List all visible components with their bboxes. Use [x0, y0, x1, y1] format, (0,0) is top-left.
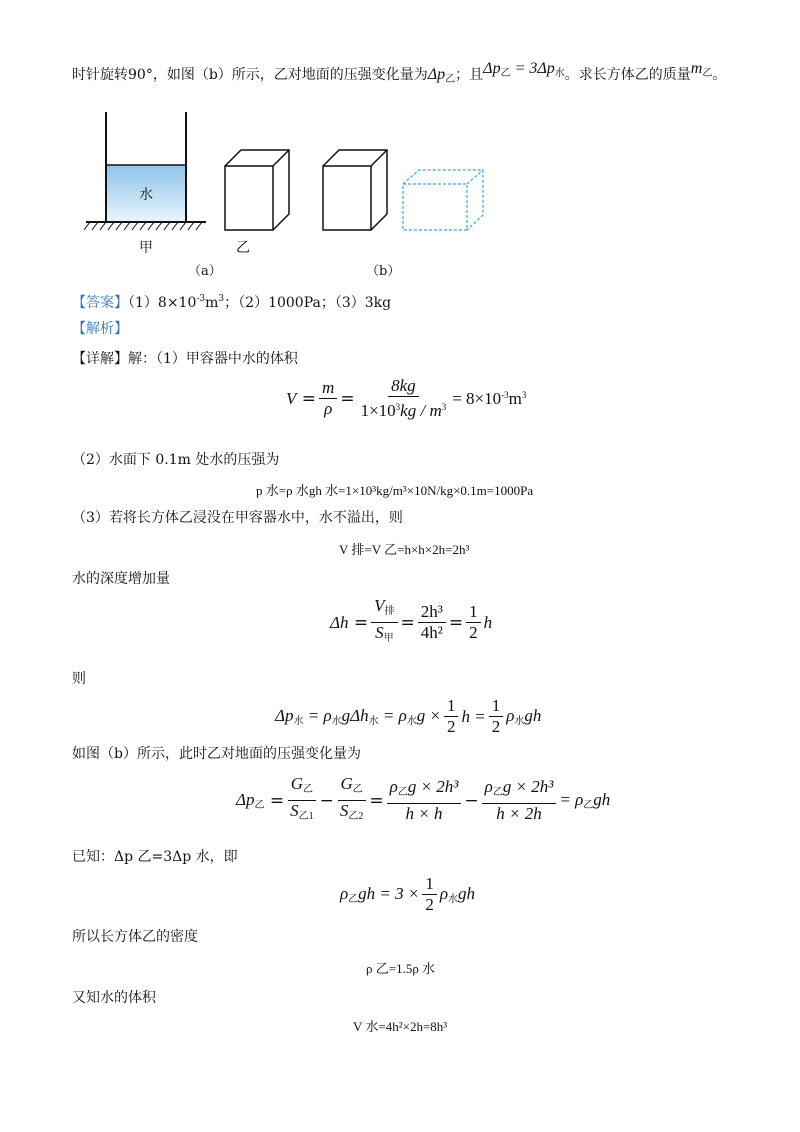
- step-2: （2）水面下 0.1m 处水的压强为: [72, 452, 280, 468]
- ground-hatch: [84, 222, 202, 230]
- equation-4: Δh = $\frac{V_排}{S_甲}$ = $\frac{\text{2h³}}{\text{4h²}}$ = $\frac{1}{2}$ h: [330, 596, 493, 644]
- figure-diagram: [80, 108, 500, 248]
- equation-5: $\Delta p_水 = \rho_水g\Delta h_水 = \rho_水g$ × $\frac{1}{2}$ h = $\frac{1}{2}$ $\rho_水gh$: [275, 696, 542, 736]
- jia-label: 甲: [139, 240, 153, 256]
- caption-a: （a）: [188, 264, 222, 279]
- step-9: 又知水的体积: [72, 990, 156, 1006]
- answer-line: 【答案】$(1)8\times 10^{-3}m^3$；（2）1000Pa；（3）3kg: [72, 294, 392, 311]
- answer-label: 【答案】: [72, 295, 128, 311]
- intro-text-2: ；且: [455, 67, 484, 83]
- detail-label: 【详解】: [72, 351, 128, 367]
- step-8: 所以长方体乙的密度: [72, 929, 198, 945]
- step-3: （3）若将长方体乙浸没在甲容器水中，水不溢出，则: [72, 510, 403, 526]
- intro-formula-3: $m_乙$: [690, 60, 713, 79]
- intro-text-1: 时针旋转90°，如图（b）所示，乙对地面的压强变化量为: [72, 67, 428, 83]
- cuboid-yi-b: [323, 150, 387, 230]
- equation-9: V 水=4h²×2h=8h³: [353, 1019, 448, 1034]
- intro-formula-1: $\Delta p_乙$: [427, 66, 456, 85]
- analysis-label: 【解析】: [72, 321, 128, 337]
- equation-3: V 排=V 乙=h×h×2h=2h³: [339, 542, 470, 557]
- step-4: 水的深度增加量: [72, 571, 170, 587]
- cuboid-rotated-dashed: [403, 170, 483, 230]
- intro-line: [72, 60, 727, 89]
- cuboid-yi-a: [225, 150, 289, 230]
- step-5: 则: [72, 671, 86, 687]
- detail-line: 【详解】解：（1）甲容器中水的体积: [72, 351, 298, 367]
- step-7: 已知：Δp 乙=3Δp 水，即: [72, 849, 238, 865]
- container-jia: [84, 112, 206, 230]
- equation-6: $\Delta p_乙$ = $\frac{G_乙}{S_{乙1}}$ − $\frac{G_乙}{S_{乙2}}$ = $\frac{\rho_乙g \times 2h^3}{h \times h}$ − $\frac{\rho_乙g \times 2h^3}{h \times 2h}$ = $\rho_乙gh$: [236, 774, 611, 823]
- intro-text-3: 。求长方体乙的质量: [564, 67, 691, 83]
- water-label: 水: [139, 187, 153, 203]
- intro-text-4: 。: [712, 67, 727, 83]
- yi-label: 乙: [236, 240, 250, 256]
- intro-formula-2: $\Delta p_乙 = 3\Delta p_水$: [483, 60, 565, 79]
- equation-1: V = $\frac{m}{\rho}$ = $\frac{8kg}{1\times 10^3kg / m^3}$ = $8\times 10^{-3}m^3$: [286, 376, 527, 420]
- equation-8: ρ 乙=1.5ρ 水: [366, 961, 436, 976]
- step-6: 如图（b）所示，此时乙对地面的压强变化量为: [72, 746, 361, 762]
- caption-b: （b）: [366, 264, 401, 279]
- equation-2: p 水=ρ 水gh 水=1×10³kg/m³×10N/kg×0.1m=1000Pa: [256, 483, 534, 498]
- equation-7: $\rho_乙gh = 3$ × $\frac{1}{2}$ $\rho_水gh$: [340, 874, 476, 914]
